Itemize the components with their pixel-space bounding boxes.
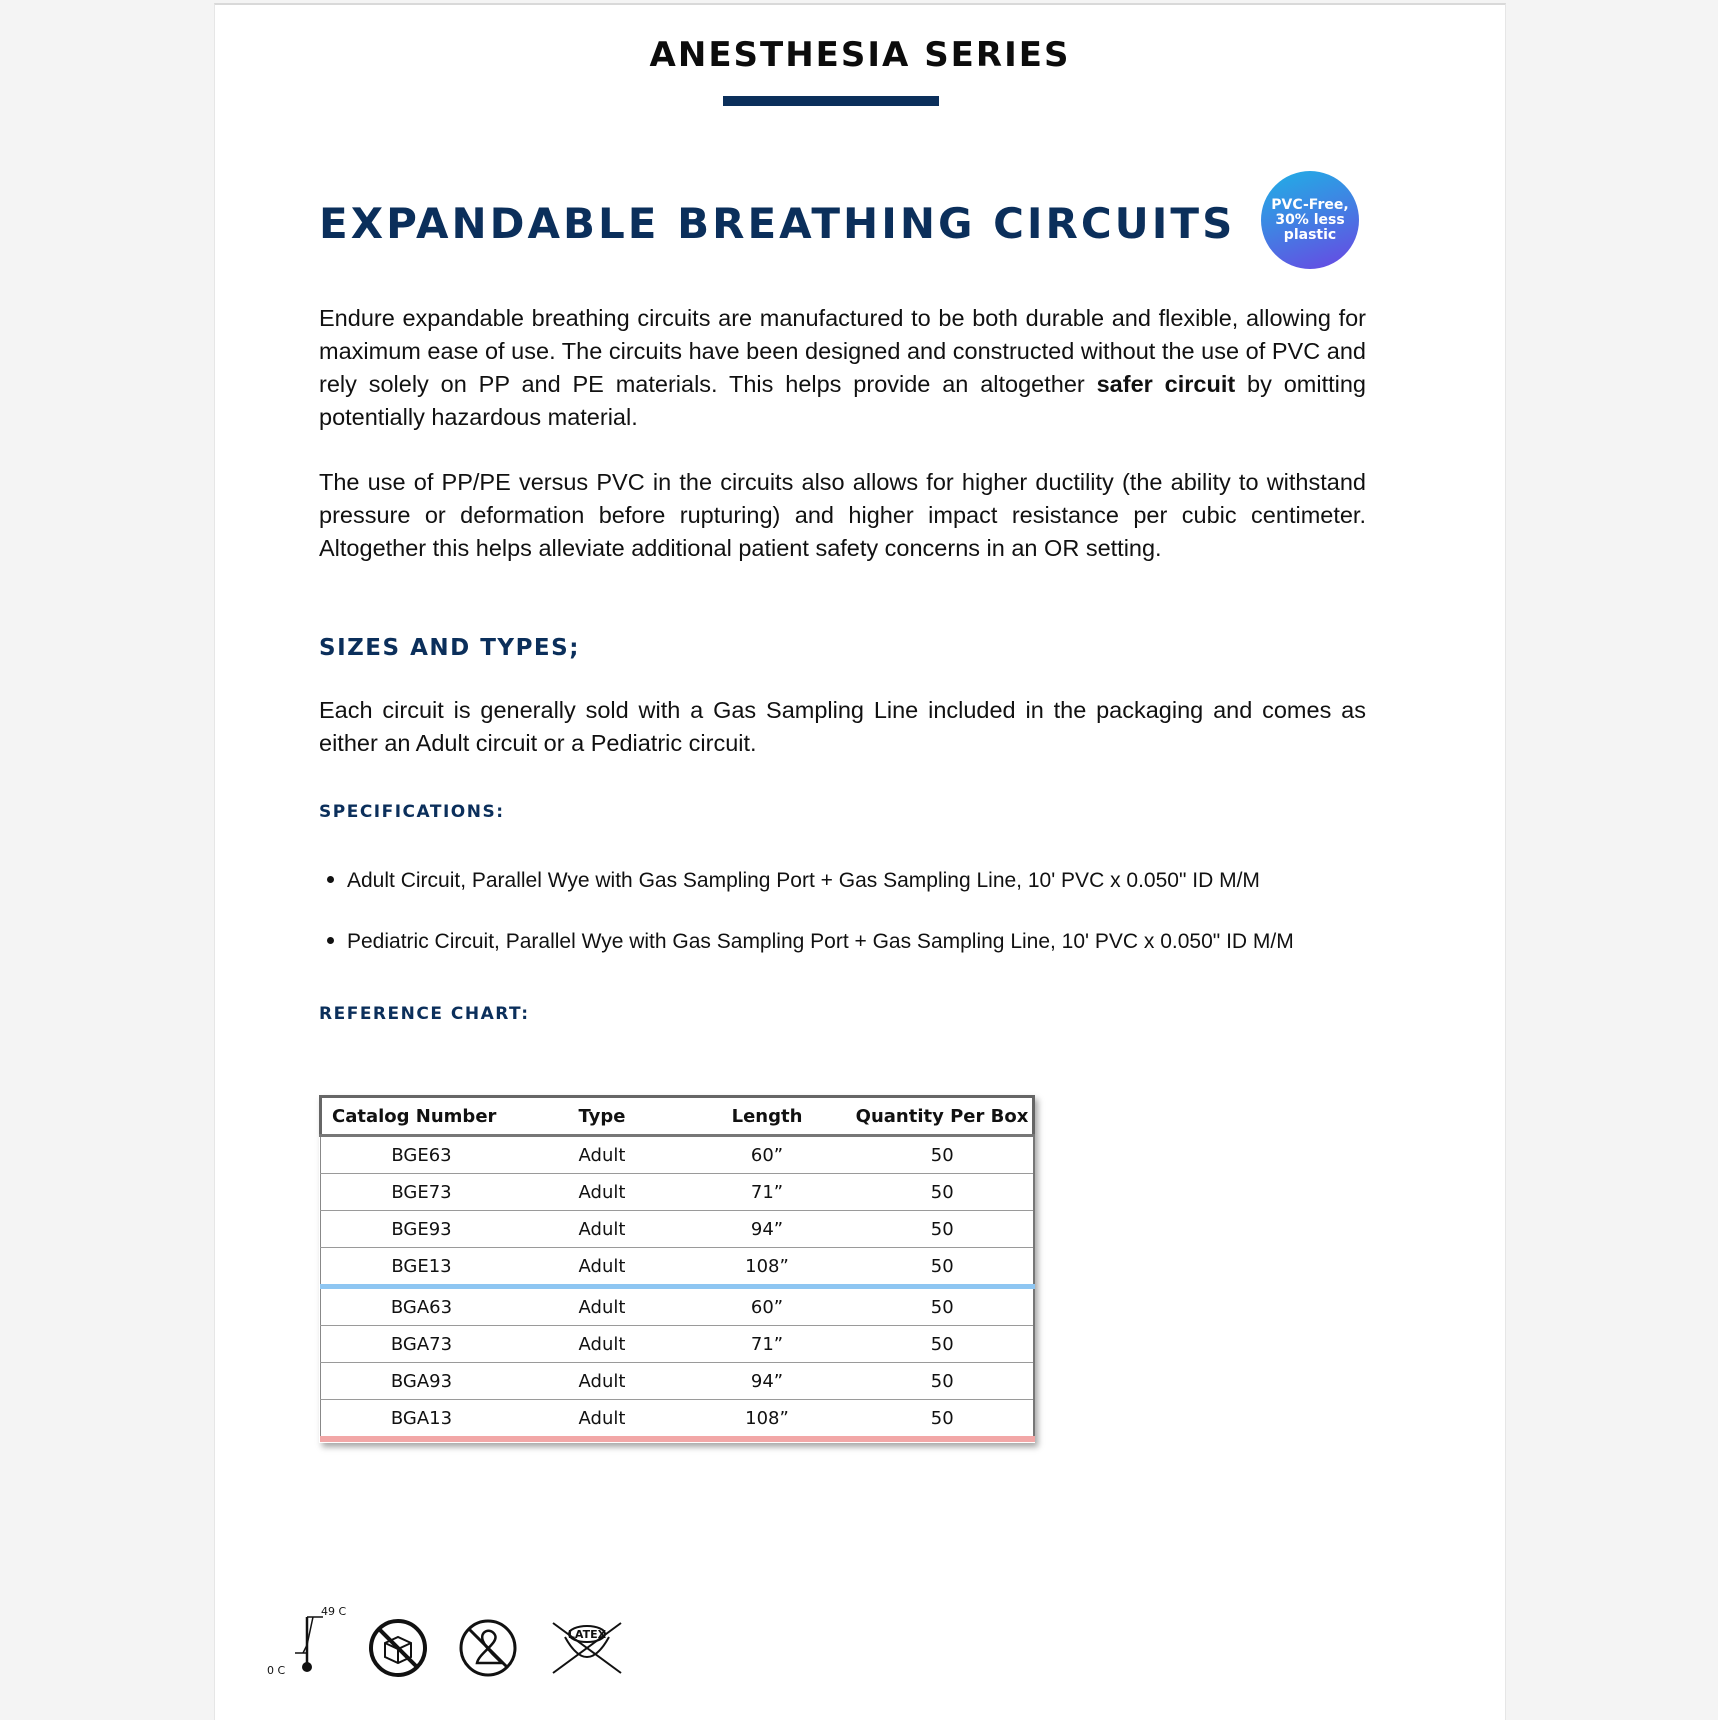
cell-type: Adult [522, 1363, 682, 1400]
pvc-free-badge [1261, 171, 1359, 269]
cell-quantity: 50 [852, 1326, 1034, 1363]
cell-catalog: BGE13 [321, 1248, 523, 1287]
intro-p1-text: Endure expandable breathing circuits are manufactured to be both durable and flexible, allowing for maximum ease of use. The circuits have been designed and constructed without the use of PVC and rely solely on PP and PE materials. This helps provide an altogether [319, 305, 1366, 397]
cell-quantity: 50 [852, 1287, 1034, 1326]
latex-free-icon [547, 1617, 627, 1679]
cell-length: 71” [682, 1174, 852, 1211]
cell-quantity: 50 [852, 1174, 1034, 1211]
specifications-heading: SPECIFICATIONS: [319, 802, 505, 822]
spec-item-text: Pediatric Circuit, Parallel Wye with Gas Sampling Port + Gas Sampling Line, 10' PVC x 0.050" ID M/M [347, 930, 1294, 953]
cell-quantity: 50 [852, 1363, 1034, 1400]
table-row [321, 1287, 1034, 1326]
table-row [321, 1136, 1034, 1174]
cell-quantity: 50 [852, 1136, 1034, 1174]
table-row [321, 1400, 1034, 1440]
cell-catalog: BGA63 [321, 1287, 523, 1326]
spec-item-text: Adult Circuit, Parallel Wye with Gas Sampling Port + Gas Sampling Line, 10' PVC x 0.050" ID M/M [347, 869, 1260, 892]
cell-length: 94” [682, 1363, 852, 1400]
cell-length: 71” [682, 1326, 852, 1363]
cell-length: 60” [682, 1136, 852, 1174]
cell-catalog: BGE93 [321, 1211, 523, 1248]
cell-catalog: BGA73 [321, 1326, 523, 1363]
temp-min-label: 0 C [267, 1664, 286, 1677]
sizes-paragraph: Each circuit is generally sold with a Gas Sampling Line included in the packaging and comes as either an Adult circuit or a Pediatric circuit. [319, 697, 1366, 756]
column-header-length: Length [682, 1097, 852, 1136]
intro-paragraph-1 [319, 302, 1366, 434]
cell-catalog: BGA93 [321, 1363, 523, 1400]
cell-catalog: BGA13 [321, 1400, 523, 1440]
bullet-icon [327, 937, 334, 944]
column-header-type: Type [522, 1097, 682, 1136]
product-title: EXPANDABLE BREATHING CIRCUITS [319, 199, 1236, 248]
cell-type: Adult [522, 1287, 682, 1326]
sizes-heading: SIZES AND TYPES; [319, 635, 580, 661]
reference-table [319, 1095, 1035, 1443]
table-row [321, 1174, 1034, 1211]
column-header-quantity: Quantity Per Box [852, 1097, 1034, 1136]
table-row [321, 1211, 1034, 1248]
cell-catalog: BGE63 [321, 1136, 523, 1174]
series-title: ANESTHESIA SERIES [649, 35, 1071, 75]
list-item [327, 929, 1294, 955]
cell-type: Adult [522, 1400, 682, 1440]
badge-line-2: 30% less [1275, 211, 1345, 228]
temperature-limit-icon [293, 1613, 329, 1675]
latex-label: LATEX [567, 1628, 607, 1641]
list-item [327, 868, 1260, 894]
do-not-reuse-icon [457, 1617, 519, 1679]
cell-type: Adult [522, 1136, 682, 1174]
table-row [321, 1363, 1034, 1400]
table-row [321, 1248, 1034, 1287]
cell-length: 60” [682, 1287, 852, 1326]
badge-line-1: PVC-Free, [1271, 196, 1349, 213]
badge-line-3: plastic [1283, 226, 1337, 243]
cell-quantity: 50 [852, 1400, 1034, 1440]
bullet-icon [327, 876, 334, 883]
table-header-row [321, 1097, 1034, 1136]
cell-length: 94” [682, 1211, 852, 1248]
temp-max-label: 49 C [321, 1605, 347, 1618]
cell-quantity: 50 [852, 1248, 1034, 1287]
cell-type: Adult [522, 1174, 682, 1211]
cell-quantity: 50 [852, 1211, 1034, 1248]
title-underline [723, 96, 939, 106]
regulatory-symbols [267, 1601, 667, 1701]
cell-type: Adult [522, 1326, 682, 1363]
table-row [321, 1326, 1034, 1363]
reference-chart-heading: REFERENCE CHART: [319, 1004, 530, 1024]
cell-length: 108” [682, 1400, 852, 1440]
column-header-catalog: Catalog Number [321, 1097, 523, 1136]
cell-type: Adult [522, 1211, 682, 1248]
cell-catalog: BGE73 [321, 1174, 523, 1211]
cell-type: Adult [522, 1248, 682, 1287]
do-not-use-if-damaged-icon [367, 1617, 429, 1679]
intro-p1-bold: safer circuit [1096, 371, 1236, 397]
intro-paragraph-2: The use of PP/PE versus PVC in the circuits also allows for higher ductility (the ability to withstand pressure or deformation before rupturing) and higher impact resistance per cubic centimeter. Altogether this helps alleviate additional patient safety concerns in an OR setting. [319, 469, 1366, 561]
document-page [214, 3, 1506, 1720]
intro-p1-text-end: by omitting potentially hazardous material. [319, 371, 1366, 430]
cell-length: 108” [682, 1248, 852, 1287]
